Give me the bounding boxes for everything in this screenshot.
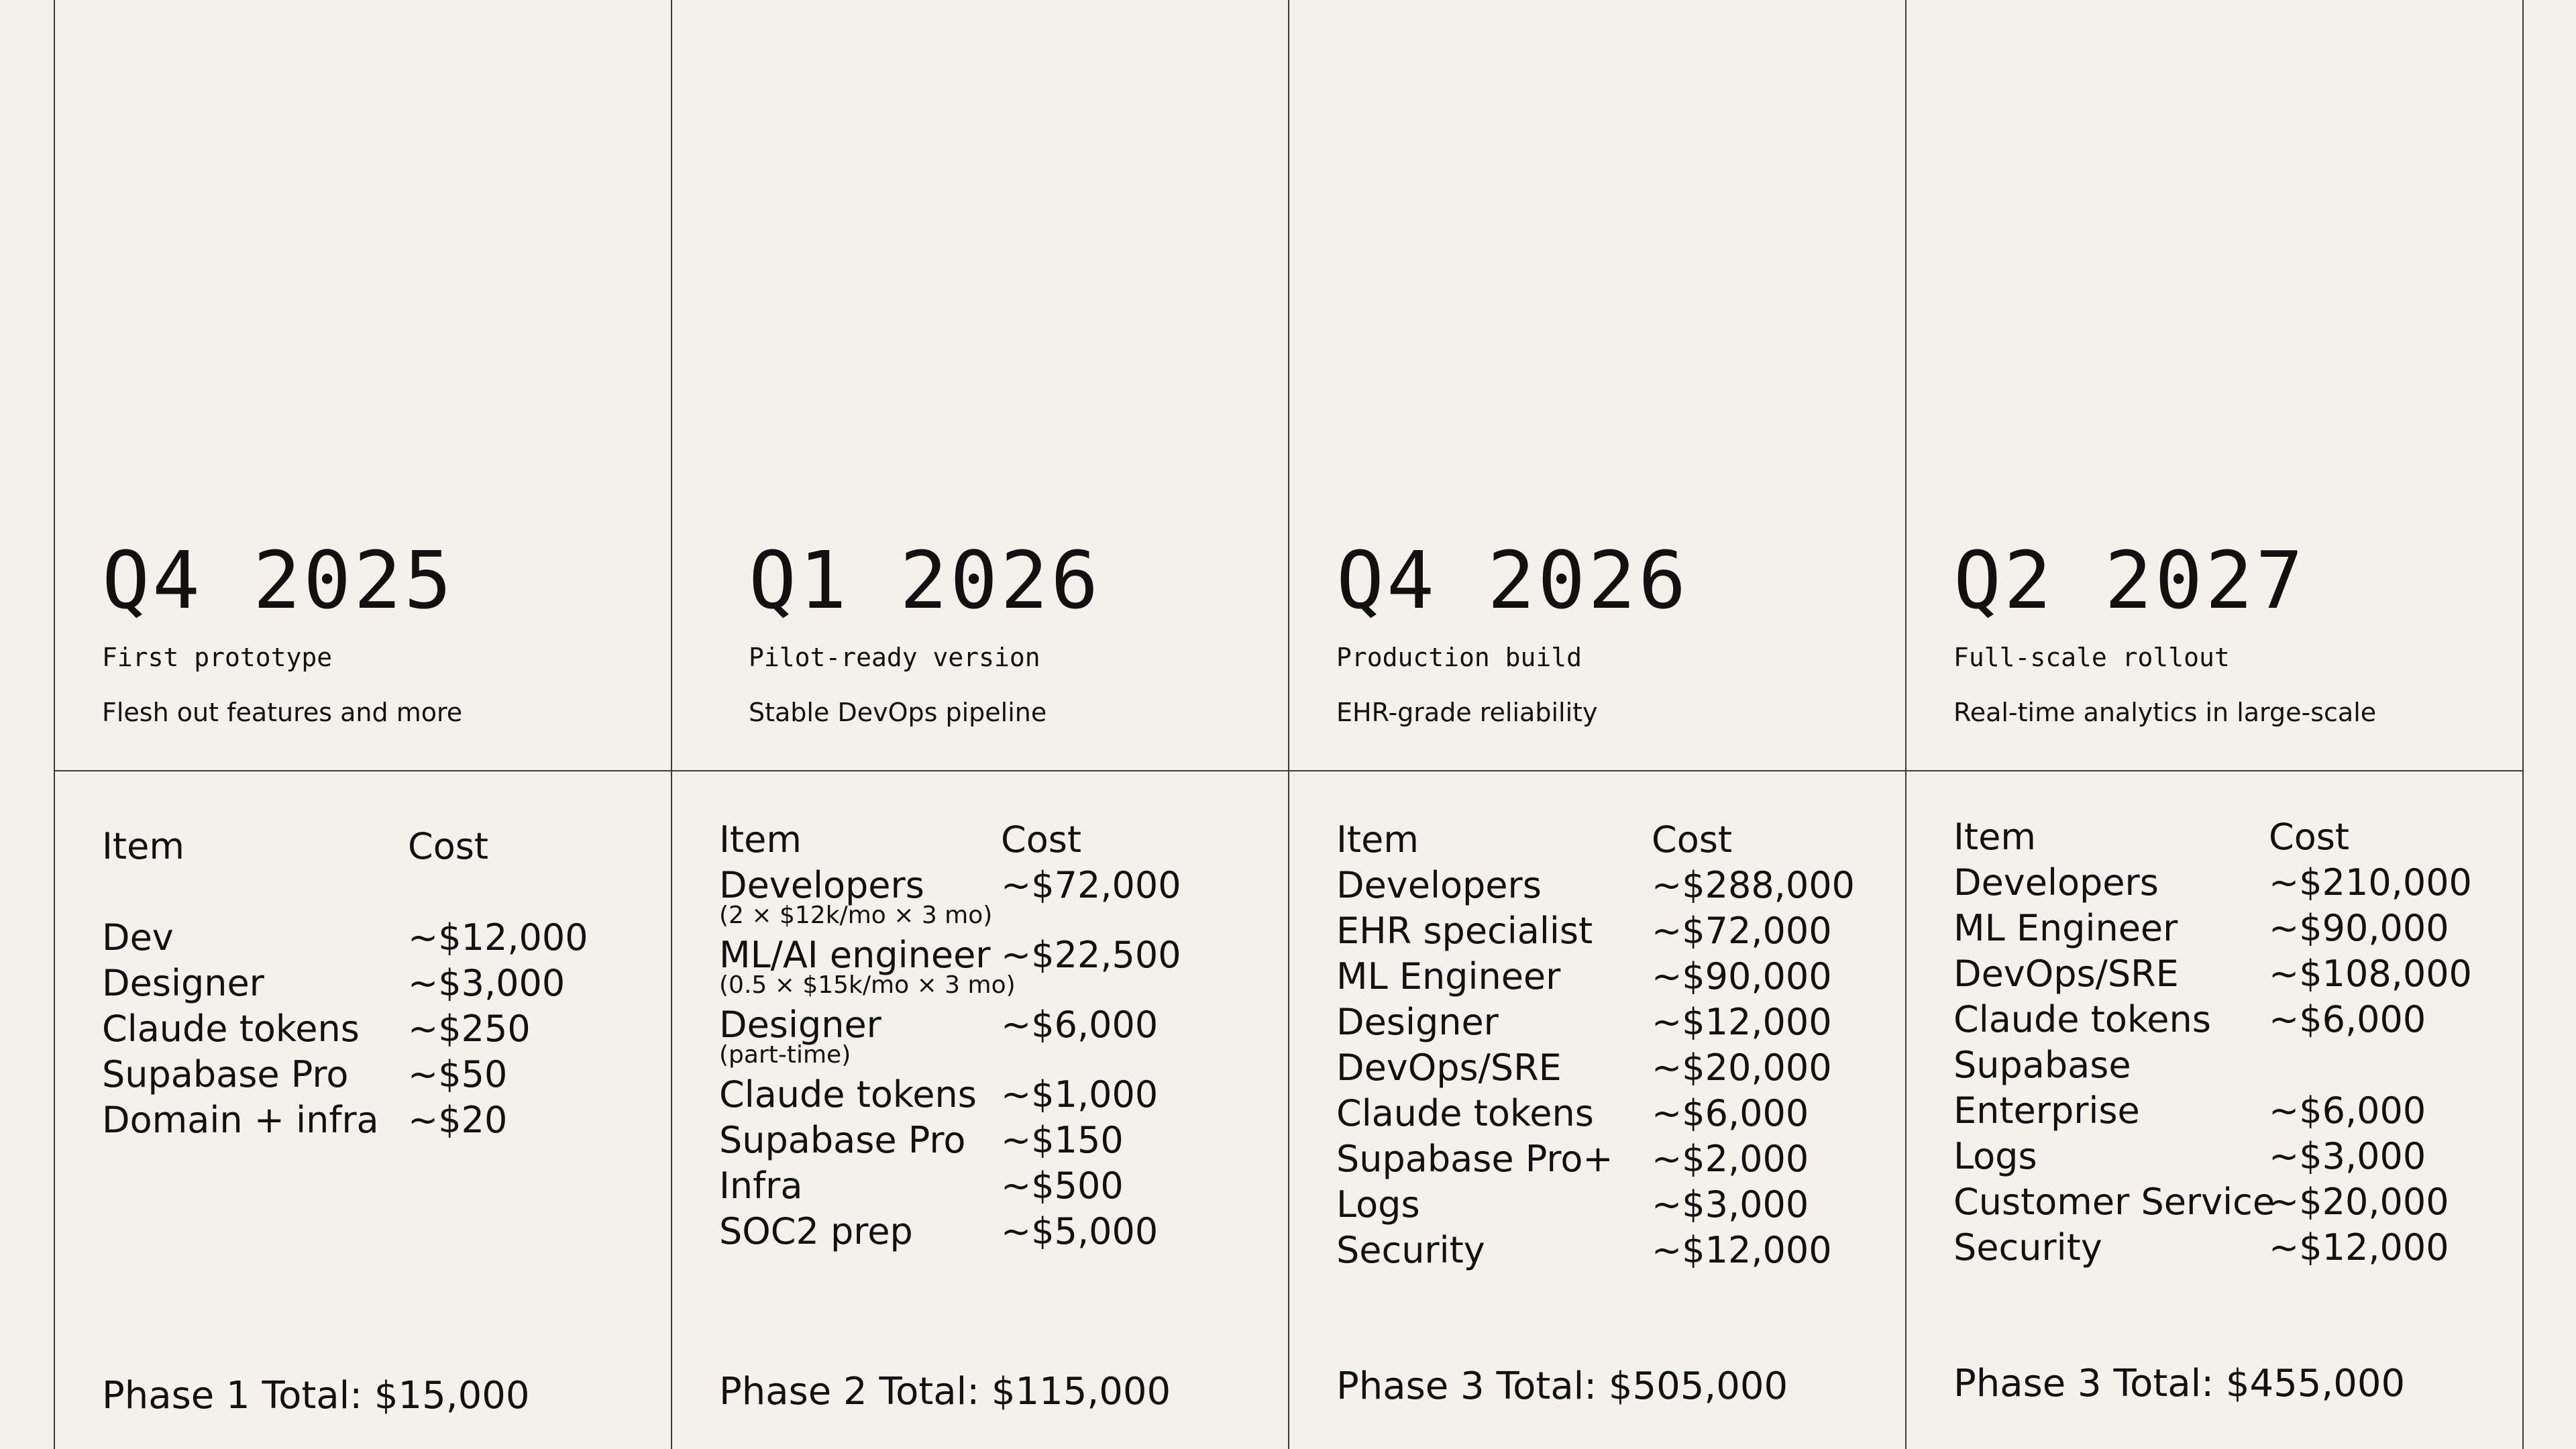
table-row [102,961,588,1006]
header-cost: Cost [2269,816,2350,858]
header-cost: Cost [1652,818,1733,861]
cost-table [102,824,588,1143]
item-label: Domain + infra [102,1099,379,1141]
table-row [719,1163,1181,1209]
item-cost: ~$3,000 [408,962,566,1004]
item-note: (2 × $12k/mo × 3 mo) [719,902,993,929]
item-label: SOC2 prep [719,1210,913,1252]
table-row [1336,1136,1855,1182]
phase-column-1 [55,0,671,1449]
item-label: Developers [719,864,924,906]
item-cost: ~$6,000 [2269,1089,2426,1132]
item-cost: ~$2,000 [1652,1138,1809,1180]
item-label: Enterprise [1953,1089,2140,1132]
phase-quarter: Q1 2026 [749,534,1102,627]
item-label: Customer Service [1953,1181,2275,1223]
item-cost: ~$5,000 [1001,1210,1159,1252]
item-cost: ~$20,000 [2269,1181,2449,1223]
item-label: Claude tokens [1953,998,2211,1040]
item-label: Designer [719,1004,881,1046]
item-cost: ~$90,000 [1652,955,1832,998]
item-cost: ~$50 [408,1053,508,1095]
item-cost: ~$3,000 [2269,1135,2426,1177]
item-label: EHR specialist [1336,910,1593,952]
item-label: Infra [719,1165,803,1207]
phase-column-2 [672,0,1288,1449]
item-cost: ~$72,000 [1652,910,1832,952]
phase-column-3 [1289,0,1905,1449]
item-cost: ~$250 [408,1008,531,1050]
item-label: Logs [1953,1135,2037,1177]
item-cost: ~$6,000 [1001,1004,1159,1046]
item-label: Supabase Pro [719,1119,966,1161]
cost-table [1336,817,1855,1273]
table-header [1336,817,1855,863]
item-cost: ~$20,000 [1652,1046,1832,1089]
table-row [1953,1134,2472,1179]
item-label: Supabase Pro+ [1336,1138,1613,1180]
item-cost: ~$12,000 [2269,1226,2449,1269]
table-row [1953,1225,2472,1271]
item-note: (0.5 × $15k/mo × 3 mo) [719,971,1016,999]
item-label: ML/AI engineer [719,934,991,976]
table-row [102,1052,588,1097]
item-label: Dev [102,916,174,959]
item-label: ML Engineer [1336,955,1561,998]
table-header [102,824,588,869]
table-row [1336,954,1855,1000]
header-cost: Cost [1001,818,1082,861]
item-note: (part-time) [719,1041,851,1069]
table-row [1953,1042,2472,1088]
header-item: Item [1953,816,2036,858]
header-item: Item [102,825,184,867]
table-row [1336,863,1855,908]
item-cost: ~$500 [1001,1165,1124,1207]
table-row [1336,1182,1855,1228]
phase-subtitle: First prototype [102,643,333,672]
item-label: DevOps/SRE [1336,1046,1562,1089]
table-row [1336,1228,1855,1273]
table-row [1953,997,2472,1042]
phase-subtitle: Pilot-ready version [749,643,1040,672]
item-label: Security [1336,1229,1485,1271]
item-cost: ~$1,000 [1001,1073,1159,1116]
item-label: ML Engineer [1953,907,2178,949]
cost-table [1953,814,2472,1271]
column-divider [2522,0,2524,1449]
header-item: Item [1336,818,1419,861]
item-cost: ~$210,000 [2269,861,2472,904]
item-cost: ~$20 [408,1099,508,1141]
item-label: Developers [1336,864,1542,906]
item-label: Logs [1336,1183,1420,1226]
table-row [719,1118,1181,1163]
item-cost: ~$72,000 [1001,864,1181,906]
item-cost: ~$12,000 [1652,1229,1832,1271]
item-label: Security [1953,1226,2102,1269]
phase-total: Phase 3 Total: $455,000 [1953,1362,2406,1405]
table-row [102,1006,588,1052]
table-row [102,1097,588,1143]
item-label: DevOps/SRE [1953,953,2179,995]
table-row [102,915,588,961]
table-row [1336,1091,1855,1136]
phase-subtitle: Full-scale rollout [1953,643,2230,672]
table-row [1953,906,2472,951]
item-label: Designer [1336,1001,1499,1043]
table-row [1336,1000,1855,1045]
table-header [1953,814,2472,860]
item-cost: ~$108,000 [2269,953,2472,995]
cost-table [719,817,1181,1254]
item-cost: ~$12,000 [1652,1001,1832,1043]
phase-description: Stable DevOps pipeline [749,698,1047,727]
table-row [1953,1179,2472,1225]
phase-column-4 [1907,0,2522,1449]
table-row [719,1072,1181,1118]
phase-total: Phase 2 Total: $115,000 [719,1370,1171,1413]
table-row [1953,1088,2472,1134]
item-label: Designer [102,962,264,1004]
item-cost: ~$3,000 [1652,1183,1809,1226]
phase-quarter: Q4 2025 [102,534,455,627]
item-label: Claude tokens [1336,1092,1594,1134]
item-cost: ~$22,500 [1001,934,1181,976]
item-cost: ~$150 [1001,1119,1124,1161]
header-cost: Cost [408,825,489,867]
table-row [1953,951,2472,997]
table-row [719,1209,1181,1254]
item-cost: ~$6,000 [2269,998,2426,1040]
item-cost: ~$90,000 [2269,907,2449,949]
phase-total: Phase 1 Total: $15,000 [102,1374,530,1417]
item-cost: ~$12,000 [408,916,588,959]
phase-description: EHR-grade reliability [1336,698,1598,727]
item-label: Supabase Pro [102,1053,349,1095]
item-cost: ~$6,000 [1652,1092,1809,1134]
phase-total: Phase 3 Total: $505,000 [1336,1364,1788,1408]
item-cost: ~$288,000 [1652,864,1855,906]
phase-description: Flesh out features and more [102,698,463,727]
phase-subtitle: Production build [1336,643,1582,672]
table-header [719,817,1181,863]
phase-quarter: Q2 2027 [1953,534,2306,627]
phase-description: Real-time analytics in large-scale [1953,698,2377,727]
item-label: Claude tokens [719,1073,977,1116]
table-row [1953,860,2472,906]
header-item: Item [719,818,802,861]
item-label: Developers [1953,861,2159,904]
phase-quarter: Q4 2026 [1336,534,1689,627]
item-label: Claude tokens [102,1008,360,1050]
item-label: Supabase [1953,1044,2131,1086]
table-row [1336,908,1855,954]
table-row [1336,1045,1855,1091]
